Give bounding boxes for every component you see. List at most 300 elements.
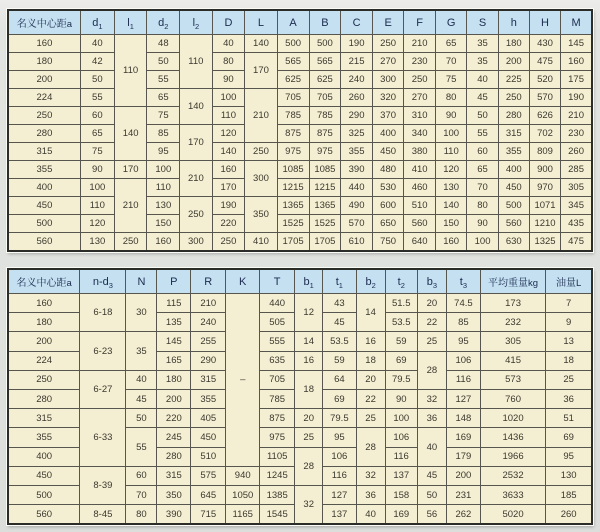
table-cell: 1215 xyxy=(309,179,341,197)
table-cell: 573 xyxy=(480,370,545,389)
table-cell: 32 xyxy=(356,466,385,485)
table-cell: 60 xyxy=(80,107,114,125)
table-cell: 285 xyxy=(561,161,592,179)
column-header: $t_2$ xyxy=(385,269,417,294)
table-cell: 305 xyxy=(480,332,545,351)
column-header: $b_1$ xyxy=(295,269,323,294)
table-cell: 410 xyxy=(245,233,277,251)
table-cell: 210 xyxy=(561,107,592,125)
table-cell: 59 xyxy=(323,351,356,370)
table-cell: 450 xyxy=(8,197,80,215)
table-cell: 460 xyxy=(404,179,436,197)
table-cell: 28 xyxy=(356,428,385,466)
table-cell: 120 xyxy=(212,125,245,143)
table-cell: 785 xyxy=(277,107,309,125)
table-cell: 160 xyxy=(147,233,180,251)
table-cell: 230 xyxy=(404,53,436,71)
table-cell: 260 xyxy=(546,505,592,524)
table-cell: 500 xyxy=(8,215,80,233)
table-cell: 165 xyxy=(157,351,191,370)
table-cell: 20 xyxy=(356,370,385,389)
table-cell: 42 xyxy=(80,53,114,71)
table-cell: 185 xyxy=(546,486,592,505)
table-row xyxy=(8,35,592,53)
table-cell: 575 xyxy=(191,466,226,485)
table-cell: 315 xyxy=(8,143,80,161)
table-cell: 69 xyxy=(385,351,417,370)
table-cell: 640 xyxy=(404,233,436,251)
table-cell: 1245 xyxy=(260,466,295,485)
table-cell: 626 xyxy=(529,107,560,125)
table-cell: 500 xyxy=(498,197,529,215)
table-cell: 20 xyxy=(295,409,323,428)
table-cell: 80 xyxy=(212,53,245,71)
table-cell: 1525 xyxy=(309,215,341,233)
table-cell: 430 xyxy=(529,35,560,53)
table-cell: 475 xyxy=(529,53,560,71)
table-cell: 110 xyxy=(212,107,245,125)
table-cell: 45 xyxy=(467,89,498,107)
table-cell: 210 xyxy=(191,294,226,313)
table-cell: 55 xyxy=(147,71,180,89)
table-cell: 40 xyxy=(356,505,385,524)
table-cell: 90 xyxy=(467,215,498,233)
table-cell: 145 xyxy=(561,35,592,53)
table-cell: 280 xyxy=(498,107,529,125)
table-cell: 245 xyxy=(157,428,191,447)
column-header: T xyxy=(260,269,295,294)
table-cell: 702 xyxy=(529,125,560,143)
table-cell: 160 xyxy=(8,35,80,53)
table-cell: 310 xyxy=(404,107,436,125)
table-cell: 43 xyxy=(323,294,356,313)
table-cell: 135 xyxy=(157,313,191,332)
table-cell: 1966 xyxy=(480,447,545,466)
column-header: H xyxy=(529,10,560,35)
column-header: D xyxy=(212,10,245,35)
table-cell: 160 xyxy=(8,294,80,313)
table-cell: 40 xyxy=(126,370,157,389)
table-cell: 220 xyxy=(157,409,191,428)
table-cell: 55 xyxy=(126,428,157,466)
table-cell: 1085 xyxy=(277,161,309,179)
table-cell: 50 xyxy=(467,107,498,125)
table-cell: 140 xyxy=(435,197,467,215)
table-cell: 120 xyxy=(80,215,114,233)
table-cell: 173 xyxy=(480,294,545,313)
table-cell: 60 xyxy=(467,143,498,161)
table-cell: 240 xyxy=(191,313,226,332)
table-cell: 705 xyxy=(277,89,309,107)
table-cell: 190 xyxy=(341,35,373,53)
table-cell: 230 xyxy=(561,125,592,143)
table-cell: 1365 xyxy=(309,197,341,215)
table-cell: 250 xyxy=(8,107,80,125)
table-cell: 975 xyxy=(260,428,295,447)
table-cell: 625 xyxy=(309,71,341,89)
table-cell: 145 xyxy=(157,332,191,351)
table-cell: 475 xyxy=(561,233,592,251)
column-header: $t_3$ xyxy=(446,269,480,294)
column-header: 油量L xyxy=(546,269,592,294)
table-cell: 90 xyxy=(435,107,467,125)
table-cell: 140 xyxy=(180,89,212,125)
table-cell: 231 xyxy=(446,486,480,505)
table-cell: 120 xyxy=(435,161,467,179)
table-cell: 270 xyxy=(372,53,404,71)
table-cell: 6-33 xyxy=(80,409,126,467)
table-cell: 90 xyxy=(212,71,245,89)
table-cell: 90 xyxy=(80,161,114,179)
table-cell: 179 xyxy=(446,447,480,466)
column-header: $d_2$ xyxy=(147,10,180,35)
table-cell: 130 xyxy=(147,197,180,215)
table-cell: 65 xyxy=(80,125,114,143)
table-cell: 480 xyxy=(372,161,404,179)
table-cell: 1071 xyxy=(529,197,560,215)
table-cell: 350 xyxy=(157,486,191,505)
table-row xyxy=(8,409,592,428)
table-cell: – xyxy=(226,294,260,467)
table-cell: 22 xyxy=(417,313,446,332)
table-cell: 55 xyxy=(467,125,498,143)
table-cell: 158 xyxy=(385,486,417,505)
column-header: $t_1$ xyxy=(323,269,356,294)
table-cell: 140 xyxy=(245,35,277,53)
table-cell: 450 xyxy=(498,179,529,197)
table-cell: 210 xyxy=(180,161,212,197)
table-cell: 14 xyxy=(356,294,385,332)
table-cell: 1545 xyxy=(260,505,295,524)
table-cell: 55 xyxy=(80,89,114,107)
table-cell: 100 xyxy=(147,161,180,179)
table-cell: 50 xyxy=(80,71,114,89)
table-cell: 510 xyxy=(191,447,226,466)
table-cell: 160 xyxy=(435,233,467,251)
table-row xyxy=(8,143,592,161)
column-header: K xyxy=(226,269,260,294)
coupling-dimensions-table xyxy=(7,9,593,252)
table-cell: 28 xyxy=(295,447,323,485)
table-cell: 1020 xyxy=(480,409,545,428)
table-cell: 169 xyxy=(446,428,480,447)
column-header: $n-d_3$ xyxy=(80,269,126,294)
table-cell: 555 xyxy=(260,332,295,351)
table-cell: 280 xyxy=(8,125,80,143)
table-cell: 1325 xyxy=(529,233,560,251)
table-cell: 1085 xyxy=(309,161,341,179)
table-cell: 345 xyxy=(561,197,592,215)
table-cell: 355 xyxy=(341,143,373,161)
table-cell: 140 xyxy=(114,107,147,161)
table-cell: 40 xyxy=(467,71,498,89)
column-header: 平均重量kg xyxy=(480,269,545,294)
table-cell: 225 xyxy=(498,71,529,89)
table-cell: 1525 xyxy=(277,215,309,233)
table-cell: 435 xyxy=(561,215,592,233)
column-header: 名义中心距a xyxy=(8,269,80,294)
table-cell: 260 xyxy=(561,143,592,161)
table-cell: 1165 xyxy=(226,505,260,524)
table-cell: 220 xyxy=(212,215,245,233)
header-row xyxy=(8,10,592,35)
table-cell: 280 xyxy=(157,447,191,466)
table-cell: 232 xyxy=(480,313,545,332)
table-cell: 79.5 xyxy=(385,370,417,389)
table-cell: 1365 xyxy=(277,197,309,215)
table-cell: 300 xyxy=(372,71,404,89)
table-cell: 18 xyxy=(546,351,592,370)
table-cell: 7 xyxy=(546,294,592,313)
column-header: $l_2$ xyxy=(180,10,212,35)
table-cell: 170 xyxy=(180,125,212,161)
table-cell: 40 xyxy=(417,428,446,466)
table-cell: 300 xyxy=(245,161,277,197)
coupling-keyway-weight-table xyxy=(7,268,593,525)
table-cell: 137 xyxy=(323,505,356,524)
column-header: E xyxy=(372,10,404,35)
table-cell: 565 xyxy=(309,53,341,71)
table-cell: 35 xyxy=(467,53,498,71)
table-cell: 35 xyxy=(126,332,157,370)
table-row xyxy=(8,215,592,233)
table-cell: 975 xyxy=(277,143,309,161)
table-cell: 106 xyxy=(446,351,480,370)
table-cell: 175 xyxy=(561,71,592,89)
table-cell: 325 xyxy=(341,125,373,143)
table-row xyxy=(8,89,592,107)
table-cell: 570 xyxy=(341,215,373,233)
column-header: A xyxy=(277,10,309,35)
table-cell: 95 xyxy=(323,428,356,447)
table-cell: 315 xyxy=(157,466,191,485)
table-cell: 200 xyxy=(498,53,529,71)
table-cell: 875 xyxy=(277,125,309,143)
table-cell: 1705 xyxy=(277,233,309,251)
table-cell: 70 xyxy=(126,486,157,505)
table-cell: 505 xyxy=(260,313,295,332)
table-cell: 450 xyxy=(191,428,226,447)
table-cell: 30 xyxy=(126,294,157,332)
table-cell: 8-45 xyxy=(80,505,126,524)
table-cell: 340 xyxy=(404,125,436,143)
table-cell: 53.5 xyxy=(385,313,417,332)
table-cell: 60 xyxy=(126,466,157,485)
table-cell: 12 xyxy=(295,294,323,332)
table-cell: 95 xyxy=(546,447,592,466)
table-cell: 610 xyxy=(341,233,373,251)
table-cell: 520 xyxy=(529,71,560,89)
table-cell: 28 xyxy=(417,351,446,389)
table-cell: 250 xyxy=(498,89,529,107)
column-header: 名义中心距a xyxy=(8,10,80,35)
table-cell: 200 xyxy=(8,332,80,351)
table-row xyxy=(8,53,592,71)
table-cell: 250 xyxy=(180,197,212,233)
table-cell: 400 xyxy=(8,179,80,197)
table-row xyxy=(8,370,592,389)
column-header: C xyxy=(341,10,373,35)
table-cell: 65 xyxy=(467,161,498,179)
table-cell: 190 xyxy=(212,197,245,215)
table-cell: 315 xyxy=(498,125,529,143)
table-cell: 355 xyxy=(498,143,529,161)
table-cell: 150 xyxy=(435,215,467,233)
table-cell: 6-18 xyxy=(80,294,126,332)
table-cell: 79.5 xyxy=(323,409,356,428)
table-cell: 180 xyxy=(8,313,80,332)
table-cell: 40 xyxy=(212,35,245,53)
table-cell: 1210 xyxy=(529,215,560,233)
column-header: $d_1$ xyxy=(80,10,114,35)
table-cell: 760 xyxy=(480,390,545,409)
table-cell: 180 xyxy=(498,35,529,53)
table-cell: 290 xyxy=(341,107,373,125)
table-cell: 490 xyxy=(341,197,373,215)
table-cell: 635 xyxy=(260,351,295,370)
table-cell: 1436 xyxy=(480,428,545,447)
table-cell: 565 xyxy=(277,53,309,71)
table-cell: 65 xyxy=(147,89,180,107)
table-cell: 750 xyxy=(372,233,404,251)
table-cell: 1215 xyxy=(277,179,309,197)
column-header: F xyxy=(404,10,436,35)
table-cell: 250 xyxy=(404,71,436,89)
table-cell: 95 xyxy=(147,143,180,161)
table-cell: 18 xyxy=(356,351,385,370)
table-cell: 25 xyxy=(417,332,446,351)
table-cell: 48 xyxy=(147,35,180,53)
table-cell: 160 xyxy=(212,161,245,179)
column-header: L xyxy=(245,10,277,35)
table-cell: 36 xyxy=(356,486,385,505)
table-cell: 315 xyxy=(8,409,80,428)
table-cell: 90 xyxy=(385,390,417,409)
table-cell: 16 xyxy=(356,332,385,351)
table-cell: 40 xyxy=(80,35,114,53)
table-cell: 51 xyxy=(546,409,592,428)
table-cell: 210 xyxy=(404,35,436,53)
table-cell: 305 xyxy=(561,179,592,197)
table-cell: 13 xyxy=(546,332,592,351)
table-cell: 85 xyxy=(147,125,180,143)
table-cell: 224 xyxy=(8,351,80,370)
table-cell: 140 xyxy=(212,143,245,161)
table-cell: 75 xyxy=(147,107,180,125)
table-cell: 290 xyxy=(191,351,226,370)
table-cell: 6-27 xyxy=(80,370,126,408)
column-header: B xyxy=(309,10,341,35)
table-cell: 110 xyxy=(114,35,147,107)
table-row xyxy=(8,161,592,179)
column-header: $l_1$ xyxy=(114,10,147,35)
column-header: $b_2$ xyxy=(356,269,385,294)
table-cell: 36 xyxy=(546,390,592,409)
table-cell: 51.5 xyxy=(385,294,417,313)
table-cell: 45 xyxy=(126,390,157,409)
table-cell: 940 xyxy=(226,466,260,485)
table-cell: 64 xyxy=(323,370,356,389)
table-cell: 970 xyxy=(529,179,560,197)
table-cell: 210 xyxy=(114,179,147,233)
table-cell: 450 xyxy=(8,466,80,485)
table-cell: 25 xyxy=(546,370,592,389)
table-cell: 600 xyxy=(372,197,404,215)
table-cell: 100 xyxy=(80,179,114,197)
table-cell: 18 xyxy=(295,370,323,408)
table-cell: 75 xyxy=(435,71,467,89)
table-cell: 500 xyxy=(309,35,341,53)
table-cell: 1705 xyxy=(309,233,341,251)
table-cell: 95 xyxy=(446,332,480,351)
table-cell: 70 xyxy=(467,179,498,197)
table-cell: 809 xyxy=(529,143,560,161)
table-cell: 170 xyxy=(212,179,245,197)
table-cell: 320 xyxy=(372,89,404,107)
table-cell: 100 xyxy=(212,89,245,107)
table-cell: 100 xyxy=(467,233,498,251)
table-cell: 250 xyxy=(245,143,277,161)
column-header: h xyxy=(498,10,529,35)
table-cell: 250 xyxy=(8,370,80,389)
table-row xyxy=(8,197,592,215)
table-cell: 215 xyxy=(341,53,373,71)
table-cell: 170 xyxy=(245,53,277,89)
table-cell: 45 xyxy=(417,466,446,485)
table-cell: 400 xyxy=(372,125,404,143)
table-cell: 900 xyxy=(529,161,560,179)
table-cell: 3633 xyxy=(480,486,545,505)
table-cell: 50 xyxy=(126,409,157,428)
table-cell: 106 xyxy=(385,428,417,447)
table-cell: 74.5 xyxy=(446,294,480,313)
table-cell: 650 xyxy=(372,215,404,233)
table-cell: 270 xyxy=(404,89,436,107)
table-cell: 260 xyxy=(341,89,373,107)
table-cell: 8-39 xyxy=(80,466,126,504)
table-cell: 116 xyxy=(446,370,480,389)
table-cell: 130 xyxy=(80,233,114,251)
table-cell: 630 xyxy=(498,233,529,251)
table-cell: 127 xyxy=(446,390,480,409)
table-cell: 705 xyxy=(260,370,295,389)
column-header: M xyxy=(561,10,592,35)
table-cell: 32 xyxy=(295,486,323,524)
table-cell: 80 xyxy=(467,197,498,215)
table-row xyxy=(8,233,592,251)
table-cell: 110 xyxy=(80,197,114,215)
table-cell: 130 xyxy=(435,179,467,197)
table-cell: 415 xyxy=(480,351,545,370)
table-cell: 390 xyxy=(157,505,191,524)
table-cell: 148 xyxy=(446,409,480,428)
table-cell: 110 xyxy=(180,35,212,89)
table-cell: 560 xyxy=(8,505,80,524)
table-cell: 785 xyxy=(309,107,341,125)
table-cell: 625 xyxy=(277,71,309,89)
table-cell: 70 xyxy=(435,53,467,71)
column-header: S xyxy=(467,10,498,35)
table-cell: 36 xyxy=(417,409,446,428)
table-cell: 100 xyxy=(385,409,417,428)
table-cell: 380 xyxy=(404,143,436,161)
table-cell: 875 xyxy=(309,125,341,143)
table-cell: 160 xyxy=(561,53,592,71)
table-cell: 16 xyxy=(295,351,323,370)
table-cell: 137 xyxy=(385,466,417,485)
table-cell: 280 xyxy=(8,390,80,409)
table-cell: 25 xyxy=(295,428,323,447)
